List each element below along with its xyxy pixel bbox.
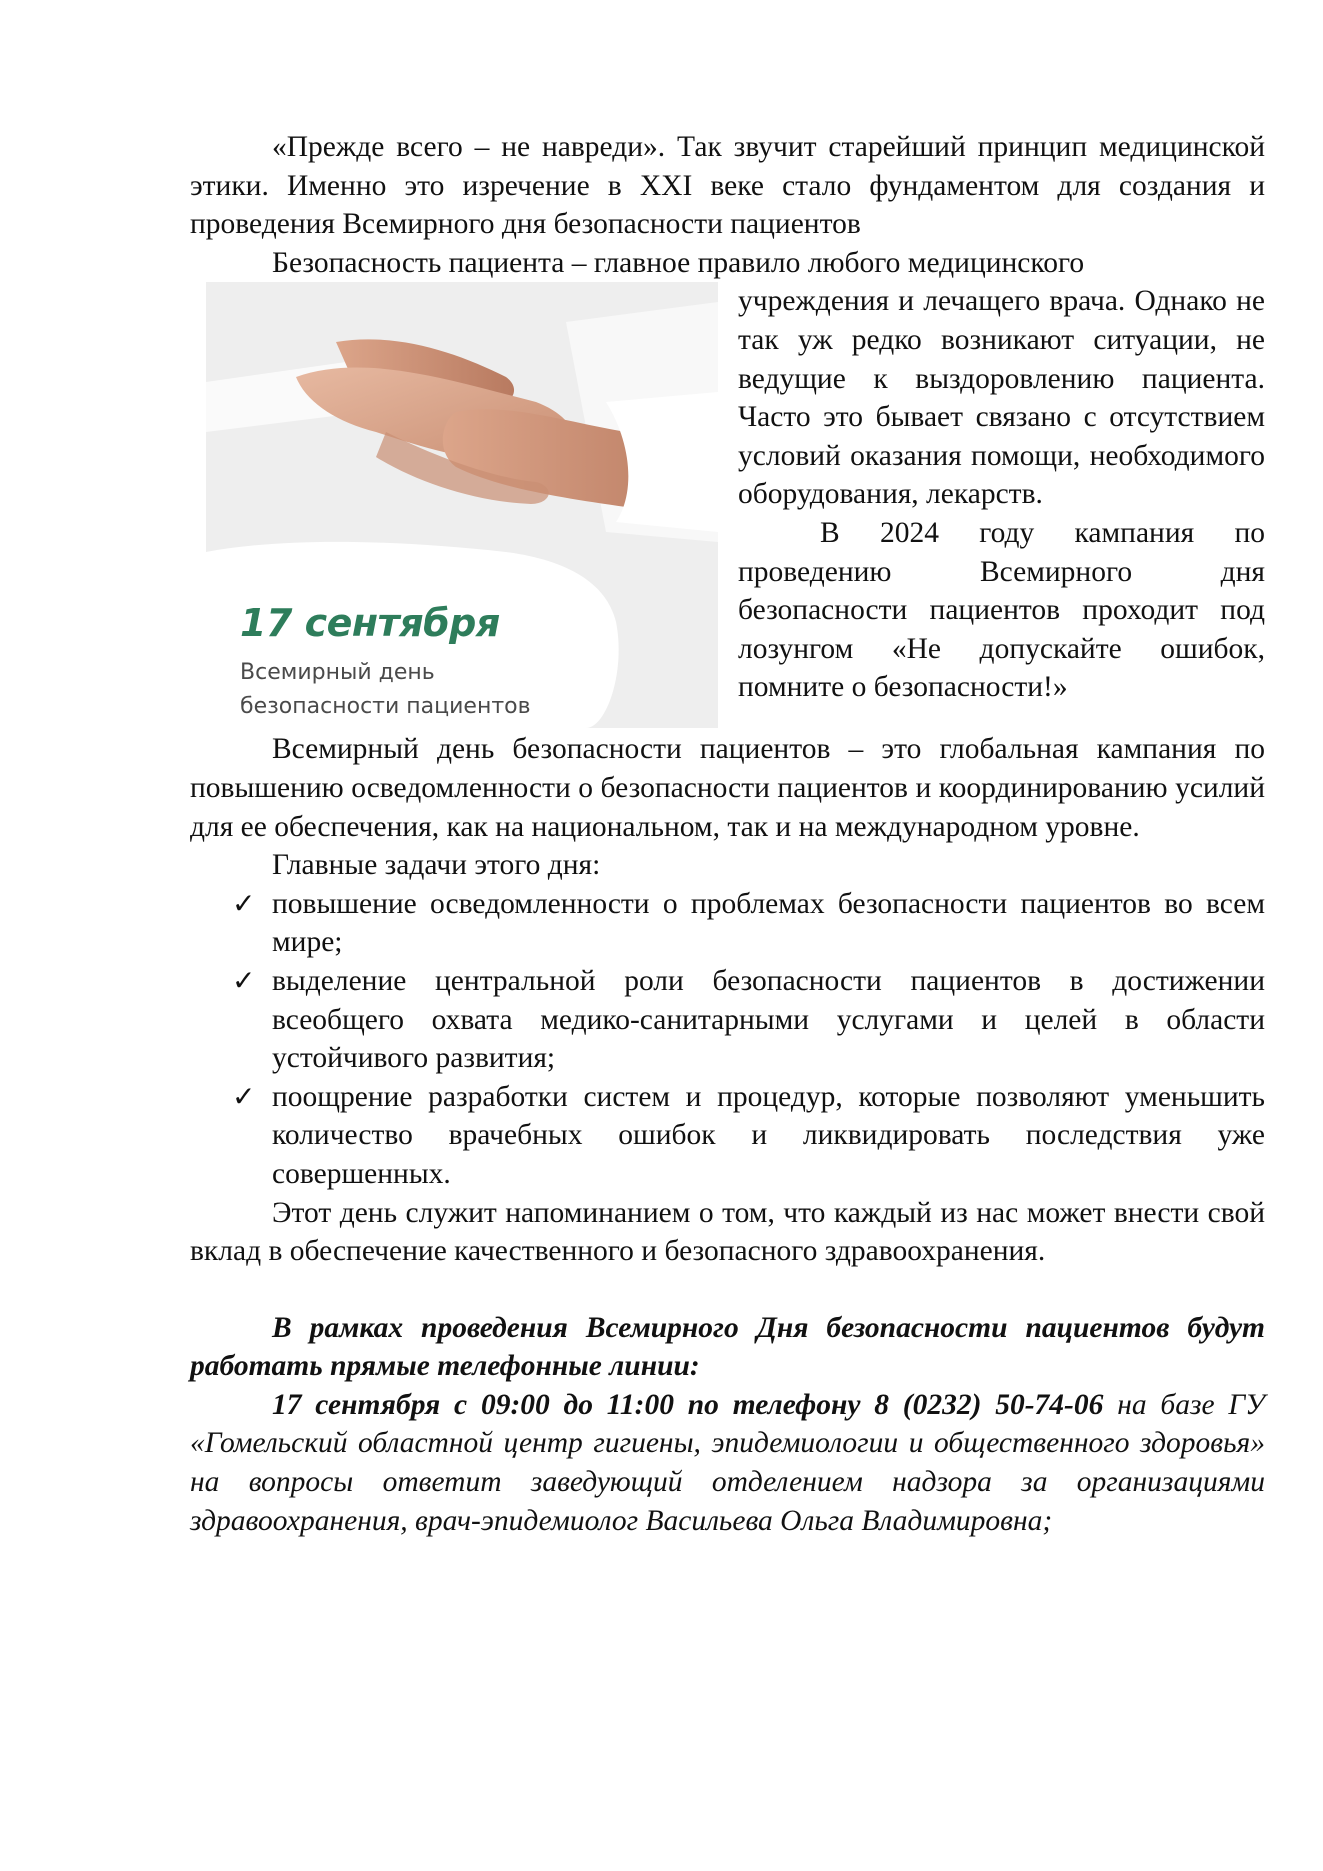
task-text: поощрение разработки систем и процедур, которые позволяют уменьшить количество врачебных ошибок и ликвидировать последствия уже совершенных.: [272, 1080, 1265, 1190]
hotline-intro: В рамках проведения Всемирного Дня безопасности пациентов будут работать прямые телефонные линии:: [190, 1311, 1265, 1383]
figure-caption-line-2: безопасности пациентов: [240, 694, 531, 720]
checkmark-icon: ✓: [232, 963, 256, 997]
hotline-date-phone: 17 сентября с 09:00 до 11:00 по телефону 8 (0232) 50-74-06: [272, 1388, 1104, 1421]
reminder-paragraph: Этот день служит напоминанием о том, что каждый из нас может внести свой вклад в обеспечение качественного и безопасного здравоохранения.: [190, 1196, 1265, 1268]
task-text: выделение центральной роли безопасности пациентов в достижении всеобщего охвата медико-санитарными услугами и целей в области устойчивого развития;: [272, 964, 1265, 1075]
intro-paragraph: «Прежде всего – не навреди». Так звучит старейший принцип медицинской этики. Именно это изречение в XXI веке стало фундаментом для создания и проведения Всемирного дня безопасности пациентов: [190, 131, 1265, 241]
tasks-list: [190, 885, 1265, 1194]
patient-safety-day-image: [206, 282, 718, 728]
checkmark-icon: ✓: [232, 1079, 256, 1113]
safety-paragraph-rest: учреждения и лечащего врача. Однако не так уж редко возникают ситуации, не ведущие к выздоровлению пациента. Часто это бывает связано с отсутствием условий оказания помощи, необходимого оборудования, лекарств.: [738, 285, 1265, 511]
list-item: [232, 1078, 1265, 1194]
task-text: повышение осведомленности о проблемах безопасности пациентов во всем мире;: [272, 887, 1265, 959]
hotline-details: [190, 1386, 1265, 1540]
hotline-description: на базе ГУ «Гомельский областной центр гигиены, эпидемиологии и общественного здоровья» на вопросы ответит заведующий отделением надзора за организациями здравоохранения, врач-эпидемиолог Васильева Ольга Владимировна;: [190, 1388, 1265, 1537]
checkmark-icon: ✓: [232, 886, 256, 920]
safety-paragraph-first-line: Безопасность пациента – главное правило любого медицинского: [272, 246, 1085, 279]
tasks-heading: Главные задачи этого дня:: [272, 849, 601, 882]
list-item: [232, 962, 1265, 1078]
world-day-paragraph: Всемирный день безопасности пациентов – это глобальная кампания по повышению осведомленности о безопасности пациентов и координированию усилий для ее обеспечения, как на национальном, так и на международном уровне.: [190, 733, 1265, 843]
list-item: [232, 885, 1265, 962]
figure-date: 17 сентября: [240, 601, 500, 646]
campaign-paragraph: В 2024 году кампания по проведению Всемирного дня безопасности пациентов проходит под лозунгом «Не допускайте ошибок, помните о безопасности!»: [738, 516, 1265, 704]
figure-caption-line-1: Всемирный день: [240, 660, 435, 686]
document-page: [190, 128, 1265, 1540]
